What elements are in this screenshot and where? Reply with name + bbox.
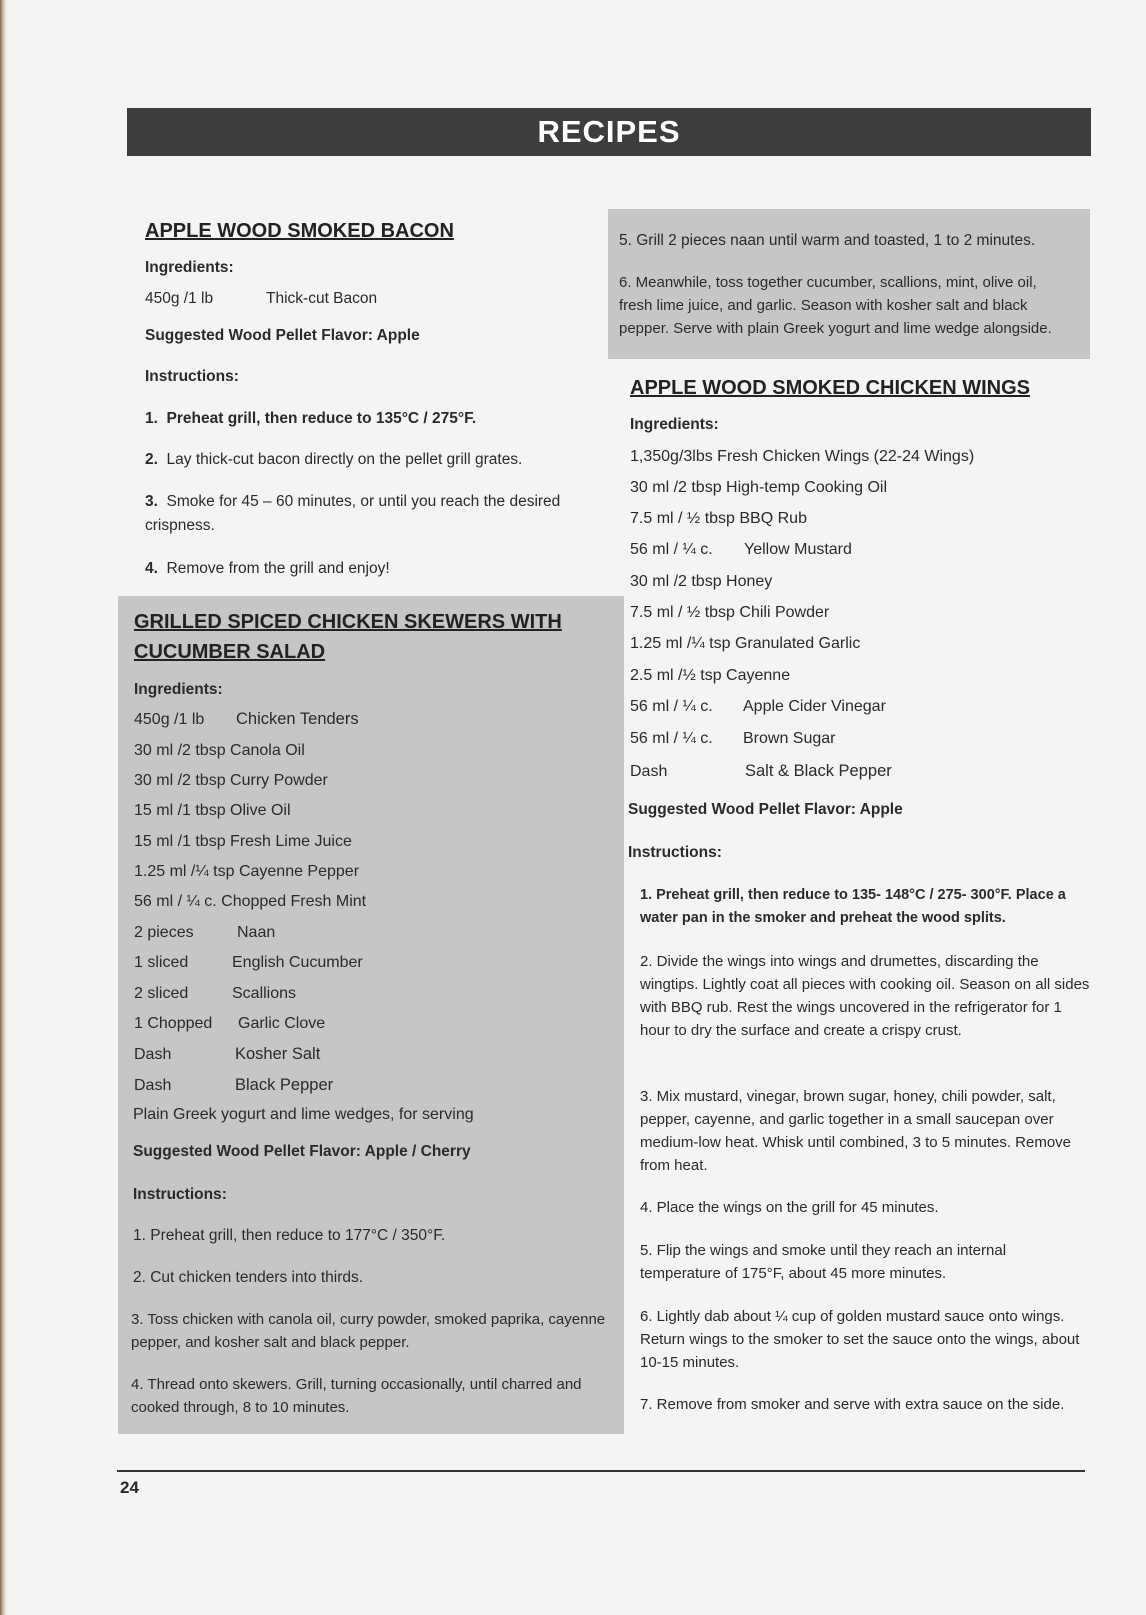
wings-step: 7. Remove from smoker and serve with extra sauce on the side. [640, 1396, 1065, 1413]
wings-step: 3. Mix mustard, vinegar, brown sugar, honey, chili powder, salt, pepper, cayenne, and garlic together in a small saucepan over medium-low heat. Whisk until combined, 3 to 5 minutes. Remove from heat. [640, 1088, 1072, 1174]
wings-step: 2. Divide the wings into wings and drumettes, discarding the wingtips. Lightly coat all pieces with cooking oil. Season on all sides with BBQ rub. Rest the wings uncovered in the refrigerator for 1 hour to dry the surface and create a crispy crust. [640, 953, 1090, 1039]
skewers-ingredient: 30 ml /2 tbsp Canola Oil [134, 742, 305, 759]
wings-ingredient: 7.5 ml / ½ tbsp Chili Powder [630, 604, 830, 621]
skewers-step-continued: 6. Meanwhile, toss together cucumber, scallions, mint, olive oil, fresh lime juice, and garlic. Season with kosher salt and black pepper. Serve with plain Greek yogurt and lime wedge alongside. [619, 274, 1052, 337]
skewers-ingredient-qty: Dash [134, 1046, 172, 1063]
wings-ingredient-item: Yellow Mustard [744, 541, 852, 558]
bacon-step-text: Smoke for 45 – 60 minutes, or until you reach the desired [166, 493, 561, 510]
wings-ingredient-item: Salt & Black Pepper [745, 762, 892, 780]
bacon-qty: 450g /1 lb [145, 290, 214, 307]
skewers-step: 4. Thread onto skewers. Grill, turning occasionally, until charred and cooked through, 8 to 10 minutes. [131, 1376, 582, 1416]
wings-ingredient-qty: 56 ml / ¼ c. [630, 730, 713, 747]
bacon-step: 1. Preheat grill, then reduce to 135°C / 275°F. [145, 410, 477, 427]
skewers-step-continued: 5. Grill 2 pieces naan until warm and toasted, 1 to 2 minutes. [619, 232, 1036, 249]
bacon-title: APPLE WOOD SMOKED BACON [145, 220, 454, 242]
bacon-step: 3. Smoke for 45 – 60 minutes, or until you reach the desired [145, 493, 561, 510]
skewers-ingredient-qty: Dash [134, 1077, 172, 1094]
skewers-ingredient-qty: 2 pieces [134, 924, 194, 941]
skewers-step: 2. Cut chicken tenders into thirds. [133, 1269, 364, 1286]
skewers-ingredient: 15 ml /1 tbsp Olive Oil [134, 802, 291, 819]
skewers-ingredient-qty: 450g /1 lb [134, 711, 205, 728]
wings-step: 5. Flip the wings and smoke until they reach an internal temperature of 175°F, about 45 more minutes. [640, 1242, 1007, 1282]
skewers-ingredient-item: Black Pepper [235, 1076, 334, 1094]
wings-ingredient: 1.25 ml /¼ tsp Granulated Garlic [630, 635, 861, 652]
wings-flavor: Suggested Wood Pellet Flavor: Apple [628, 801, 903, 818]
skewers-ingredient-item: Kosher Salt [235, 1045, 321, 1063]
bacon-step: 2. Lay thick-cut bacon directly on the pellet grill grates. [145, 451, 523, 468]
skewers-serving: Plain Greek yogurt and lime wedges, for serving [133, 1106, 474, 1123]
wings-ingredient-qty: 56 ml / ¼ c. [630, 541, 713, 558]
wings-step: 1. Preheat grill, then reduce to 135- 148°C / 275- 300°F. Place a water pan in the smoker and preheat the wood splits. [640, 887, 1066, 926]
skewers-ingredient-item: English Cucumber [232, 954, 363, 971]
skewers-ingredient-item: Garlic Clove [238, 1015, 326, 1032]
skewers-ingredient: 30 ml /2 tbsp Curry Powder [134, 772, 328, 789]
skewers-ingredient-qty: 1 Chopped [134, 1015, 213, 1032]
wings-ingredient: 30 ml /2 tbsp High-temp Cooking Oil [630, 479, 887, 496]
bacon-instructions-label: Instructions: [145, 368, 239, 385]
wings-step: 6. Lightly dab about ¼ cup of golden mustard sauce onto wings. Return wings to the smoker to set the sauce onto the wings, about 10-15 minutes. [640, 1308, 1080, 1371]
skewers-step: 1. Preheat grill, then reduce to 177°C / 350°F. [133, 1227, 446, 1244]
skewers-ingredient-qty: 1 sliced [134, 954, 189, 971]
wings-ingredient: 30 ml /2 tbsp Honey [630, 573, 773, 590]
skewers-ingredient-qty: 2 sliced [134, 985, 189, 1002]
page-number: 24 [120, 1478, 139, 1497]
bacon-step-text: Preheat grill, then reduce to 135°C / 275°F. [166, 410, 477, 427]
bacon-ingredients-label: Ingredients: [145, 259, 234, 276]
wings-ingredient-qty: Dash [630, 763, 668, 780]
bacon-step-text: Remove from the grill and enjoy! [166, 560, 390, 577]
wings-ingredient-item: Brown Sugar [743, 730, 836, 747]
skewers-ingredient: 15 ml /1 tbsp Fresh Lime Juice [134, 833, 352, 850]
bacon-step: 4. Remove from the grill and enjoy! [145, 560, 390, 577]
skewers-ingredient: 1.25 ml /¼ tsp Cayenne Pepper [134, 863, 360, 880]
skewers-ingredient: 56 ml / ¼ c. Chopped Fresh Mint [134, 893, 367, 910]
bacon-item: Thick-cut Bacon [266, 290, 378, 307]
book-spine [0, 0, 7, 1615]
wings-ingredients-label: Ingredients: [630, 416, 719, 433]
bacon-flavor: Suggested Wood Pellet Flavor: Apple [145, 327, 420, 344]
bacon-step-cont: crispness. [145, 517, 215, 534]
wings-ingredient: 2.5 ml /½ tsp Cayenne [630, 667, 791, 684]
wings-ingredient-qty: 56 ml / ¼ c. [630, 698, 713, 715]
wings-ingredient: 7.5 ml / ½ tbsp BBQ Rub [630, 510, 807, 527]
skewers-flavor: Suggested Wood Pellet Flavor: Apple / Cherry [133, 1143, 471, 1160]
page-banner: RECIPES [127, 108, 1091, 156]
wings-title: APPLE WOOD SMOKED CHICKEN WINGS [630, 377, 1031, 399]
wings-step: 4. Place the wings on the grill for 45 minutes. [640, 1199, 939, 1216]
wings-ingredient: 1,350g/3lbs Fresh Chicken Wings (22-24 Wings) [630, 448, 975, 465]
skewers-ingredient-item: Scallions [232, 985, 297, 1002]
skewers-title-line1: GRILLED SPICED CHICKEN SKEWERS WITH [134, 611, 562, 633]
skewers-title-line2: CUCUMBER SALAD [134, 641, 326, 663]
bacon-step-text: Lay thick-cut bacon directly on the pellet grill grates. [166, 451, 523, 468]
skewers-ingredient-item: Naan [237, 924, 276, 941]
skewers-ingredients-label: Ingredients: [134, 681, 223, 698]
wings-ingredient-item: Apple Cider Vinegar [743, 698, 886, 715]
wings-instructions-label: Instructions: [628, 844, 722, 861]
skewers-step: 3. Toss chicken with canola oil, curry powder, smoked paprika, cayenne pepper, and kosher salt and black pepper. [131, 1311, 606, 1351]
skewers-ingredient-item: Chicken Tenders [236, 710, 359, 728]
footer-rule [117, 1470, 1085, 1472]
skewers-instructions-label: Instructions: [133, 1186, 227, 1203]
